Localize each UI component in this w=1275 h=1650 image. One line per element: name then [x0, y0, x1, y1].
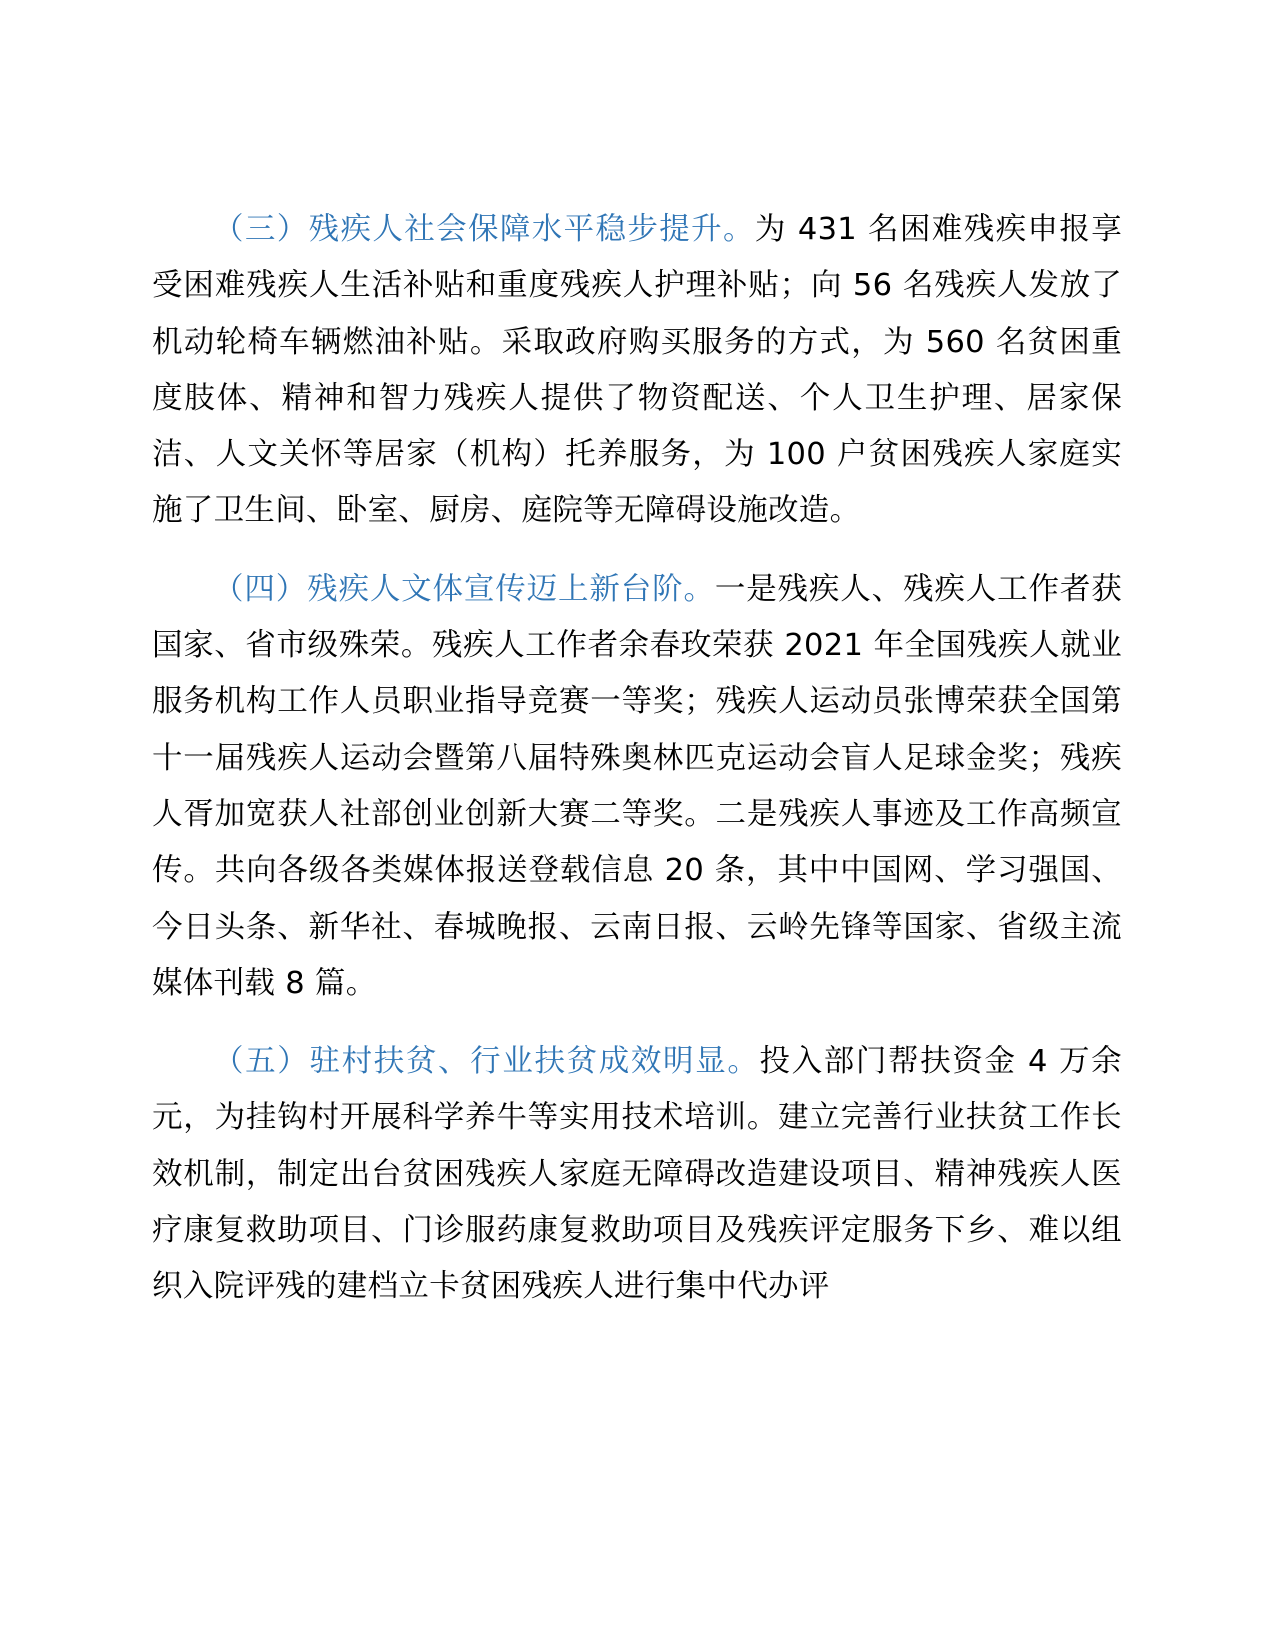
paragraph-text: 为 431 名困难残疾申报享受困难残疾人生活补贴和重度残疾人护理补贴；向 56 名残疾人发放了机动轮椅车辆燃油补贴。采取政府购买服务的方式，为 560 名贫困重度肢体、精神和智力残疾人提供了物资配送、个人卫生护理、居家保洁、人文关怀等居家（机构）托养服务，为 100 户贫困残疾人家庭实施了卫生间、卧室、厨房、庭院等无障碍设施改造。 — [152, 212, 1122, 529]
paragraph-culture-sports-publicity — [152, 562, 1122, 1012]
paragraph-social-security — [152, 202, 1122, 540]
section-heading: （三）残疾人社会保障水平稳步提升。 — [213, 212, 755, 247]
paragraph-text: 投入部门帮扶资金 4 万余元，为挂钩村开展科学养牛等实用技术培训。建立完善行业扶贫工作长效机制，制定出台贫困残疾人家庭无障碍改造建设项目、精神残疾人医疗康复救助项目、门诊服药康复救助项目及残疾评定服务下乡、难以组织入院评残的建档立卡贫困残疾人进行集中代办评 — [152, 1044, 1122, 1305]
section-heading: （四）残疾人文体宣传迈上新台阶。 — [213, 571, 715, 607]
paragraph-text: 一是残疾人、残疾人工作者获国家、省市级殊荣。残疾人工作者余春玫荣获 2021 年全国残疾人就业服务机构工作人员职业指导竞赛一等奖；残疾人运动员张博荣获全国第十一届残疾人运动会暨第八届特殊奥林匹克运动会盲人足球金奖；残疾人胥加宽获人社部创业创新大赛二等奖。二是残疾人事迹及工作高频宣传。共向各级各类媒体报送登载信息 20 条，其中中国网、学习强国、今日头条、新华社、春城晚报、云南日报、云岭先锋等国家、省级主流媒体刊载 8 篇。 — [152, 571, 1122, 1001]
document-body — [152, 202, 1122, 1316]
paragraph-poverty-alleviation — [152, 1034, 1122, 1315]
section-heading: （五）驻村扶贫、行业扶贫成效明显。 — [213, 1044, 760, 1080]
